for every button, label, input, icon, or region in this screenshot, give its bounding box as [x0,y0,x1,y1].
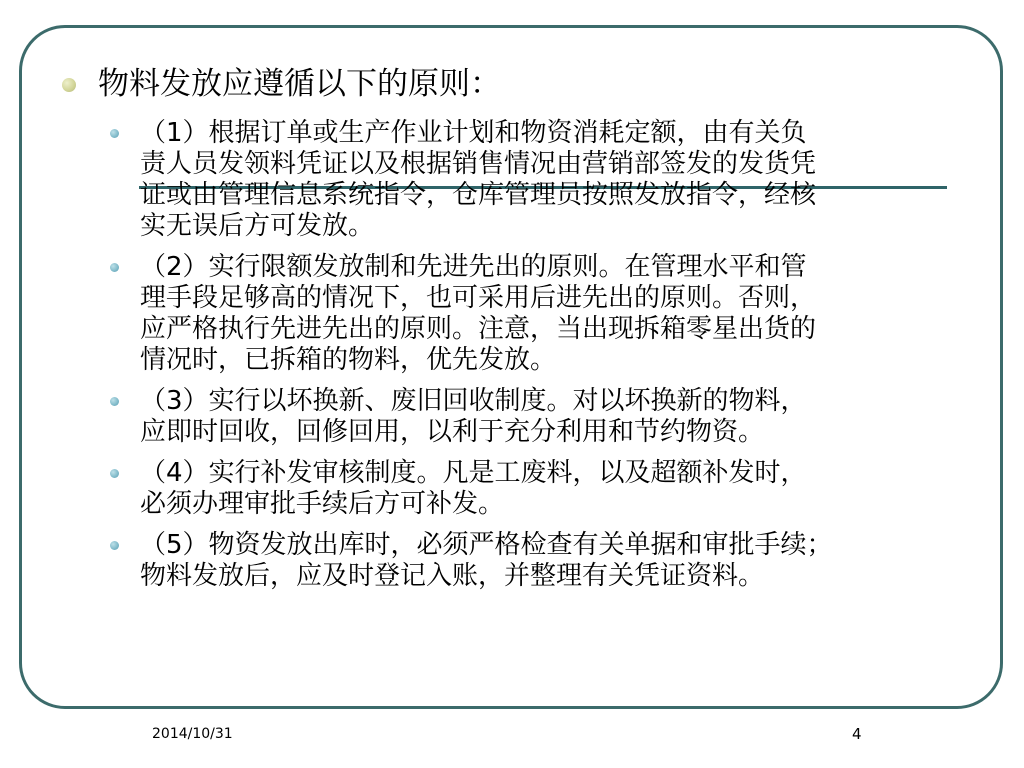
bullet-icon [110,469,119,478]
list-item-text: （5）物资发放出库时，必须严格检查有关单据和审批手续； 物料发放后，应及时登记入账，并整理有关凭证资料。 [140,530,833,591]
list-item-text: （4）实行补发审核制度。凡是工废料，以及超额补发时， 必须办理审批手续后方可补发。 [140,458,807,519]
list-item-text: （2）实行限额发放制和先进先出的原则。在管理水平和管 理手段足够高的情况下，也可采用后进先出的原则。否则， 应严格执行先进先出的原则。注意，当出现拆箱零星出货的 情况时，已拆箱的物料，优先发放。 [140,252,817,375]
list-item [110,118,970,242]
principles-list [110,118,970,602]
page-number: 4 [852,725,862,743]
list-item-text: （3）实行以坏换新、废旧回收制度。对以坏换新的物料， 应即时回收，回修回用，以利于充分利用和节约物资。 [140,386,807,447]
list-item [110,252,970,376]
heading-bullet-icon [62,78,76,92]
footer-date: 2014/10/31 [152,726,233,742]
bullet-icon [110,397,119,406]
bullet-icon [110,541,119,550]
heading-text: 物料发放应遵循以下的原则： [98,66,501,102]
list-item [110,530,970,592]
bullet-icon [110,129,119,138]
list-item-text: （1）根据订单或生产作业计划和物资消耗定额，由有关负 责人员发领料凭证以及根据销售情况由营销部签发的发货凭 证或由管理信息系统指令，仓库管理员按照发放指令，经核 实无误后方可发放。 [140,118,817,241]
bullet-icon [110,263,119,272]
list-item [110,458,970,520]
list-item [110,386,970,448]
slide-heading [62,64,501,104]
